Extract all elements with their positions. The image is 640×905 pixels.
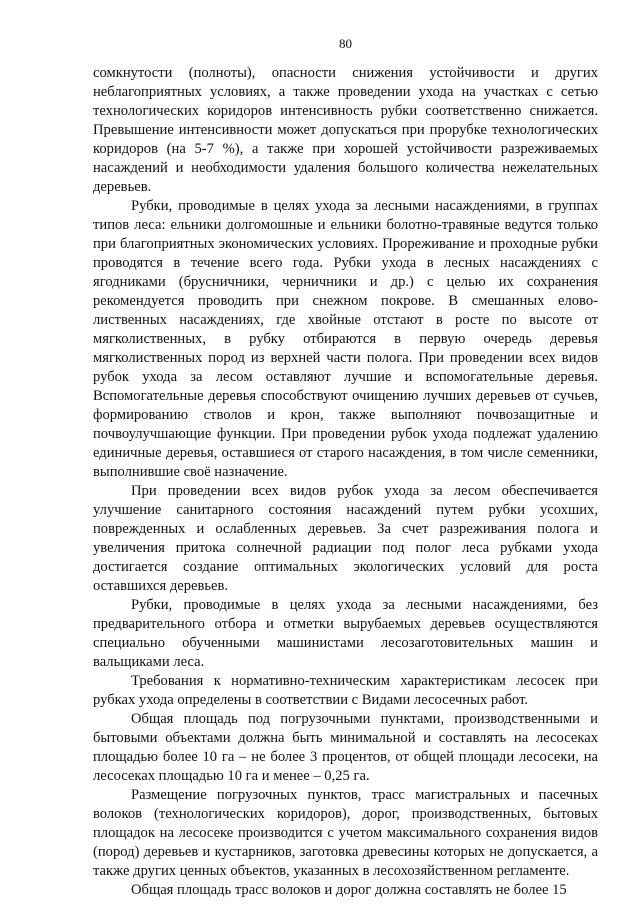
paragraph-thinning-forest-types: Рубки, проводимые в целях ухода за лесными насаждениями, в группах типов леса: ельники долгомошные и ельники болотно-травяные ведутся только при благоприятных экономических условиях. Прореживание и проходные рубки проводятся в течение всего года. Рубки ухода в лесных насаждениях с ягодниками (брусничники, черничники и др.) с целью их сохранения рекомендуется проводить при снежном покрове. В смешанных елово-лиственных насаждениях, где хвойные отстают в росте по высоте от мягколиственных, в рубку отбираются в первую очередь деревья мягколиственных пород из верхней части полога. При проведении всех видов рубок ухода за лесом оставляют лучшие и вспомогательные деревья. Вспомогательные деревья способствуют очищению лучших деревьев от сучьев, формированию стволов и крон, также выполняют почвозащитные и почвоулучшающие функции. При проведении рубок ухода подлежат удалению единичные деревья, оставшиеся от старого насаждения, в том числе семенники, выполнившие своё назначение. [93,198,598,480]
paragraph-normative-requirements: Требования к нормативно-техническим характеристикам лесосек при рубках ухода определены в соответствии с Видами лесосечных работ. [93,673,598,708]
paragraph-continuation: сомкнутости (полноты), опасности снижения устойчивости и других неблагоприятных условиях, а также проведении ухода на участках с сетью технологических коридоров интенсивность рубки соответственно снижается. Превышение интенсивности может допускаться при прорубке технологических коридоров (на 5-7 %), а также при хорошей устойчивости разреживаемых насаждений и необходимости удаления большого количества нежелательных деревьев. [93,65,598,195]
paragraph-no-preselection: Рубки, проводимые в целях ухода за лесными насаждениями, без предварительного отбора и отметки вырубаемых деревьев осуществляются специально обученными машинистами лесозаготовительных машин и вальщиками леса. [93,597,598,670]
page-number: 80 [339,36,352,51]
paragraph-loading-area-limits: Общая площадь под погрузочными пунктами, производственными и бытовыми объектами должна быть минимальной и составлять на лесосеках площадью более 10 га – не более 3 процентов, от общей площади лесосеки, на лесосеках площадью 10 га и менее – 0,25 га. [93,711,598,784]
paragraph-trail-area-limit: Общая площадь трасс волоков и дорог должна составлять не более 15 [131,882,567,898]
paragraph-placement-of-skid-trails: Размещение погрузочных пунктов, трасс магистральных и пасечных волоков (технологических коридоров), дорог, производственных, бытовых площадок на лесосеке производится с учетом максимального сохранения видов (пород) деревьев и кустарников, заготовка древесины которых не допускается, а также других ценных объектов, указанных в лесохозяйственном регламенте. [93,787,598,879]
paragraph-sanitary-improvement: При проведении всех видов рубок ухода за лесом обеспечивается улучшение санитарного состояния насаждений путем рубки усохших, поврежденных и ослабленных деревьев. За счет разреживания полога и увеличения притока солнечной радиации под полог леса рубками ухода достигается создание оптимальных экологических условий для роста оставшихся деревьев. [93,483,598,594]
